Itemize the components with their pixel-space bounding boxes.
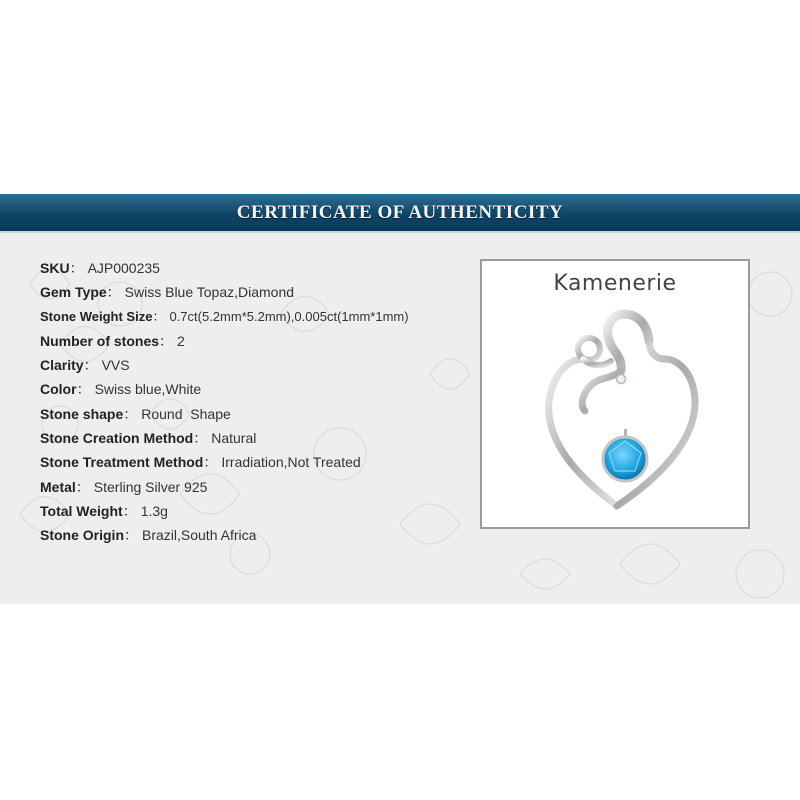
spec-value: Swiss Blue Topaz,Diamond [124, 284, 295, 301]
spec-label: Gem Type [40, 284, 107, 301]
spec-value: Sterling Silver 925 [93, 478, 208, 495]
spec-label: Stone Creation Method [40, 430, 194, 447]
spec-row-stone-origin: Stone Origin： Brazil,South Africa [40, 527, 257, 544]
spec-list [40, 256, 460, 548]
spec-row-clarity: Clarity： VVS [40, 357, 130, 374]
spec-label: SKU [40, 260, 70, 276]
spec-row-number-of-stones: Number of stones： 2 [40, 332, 185, 349]
spec-label: Total Weight [40, 502, 123, 519]
spec-label: Stone Weight Size [40, 308, 153, 324]
spec-label: Stone Treatment Method [40, 454, 204, 471]
spec-row-stone-treatment-method: Stone Treatment Method： Irradiation,Not Treated [40, 454, 361, 471]
spec-row-stone-shape: Stone shape： Round Shape [40, 405, 231, 422]
spec-row-sku: SKU： AJP000235 [40, 260, 160, 276]
product-image-frame [480, 259, 750, 529]
spec-row-total-weight: Total Weight： 1.3g [40, 502, 168, 519]
spec-value: Natural [211, 430, 257, 447]
heart-pendant-icon [537, 301, 707, 521]
spec-label: Clarity [40, 357, 84, 374]
spec-value: VVS [101, 357, 130, 374]
certificate-title: CERTIFICATE OF AUTHENTICITY [236, 201, 564, 223]
spec-row-stone-weight-size: Stone Weight Size： 0.7ct(5.2mm*5.2mm),0.005ct(1mm*1mm) [40, 308, 409, 324]
certificate-band [0, 194, 800, 604]
spec-row-gem-type: Gem Type： Swiss Blue Topaz,Diamond [40, 284, 295, 301]
spec-label: Stone shape [40, 405, 124, 422]
spec-value: 1.3g [140, 502, 168, 519]
spec-row-stone-creation-method: Stone Creation Method： Natural [40, 430, 257, 447]
spec-value: 0.7ct(5.2mm*5.2mm),0.005ct(1mm*1mm) [169, 308, 409, 324]
brand-name: Kamenerie [553, 271, 677, 296]
spec-value: AJP000235 [87, 260, 160, 276]
certificate-header [0, 194, 800, 233]
spec-value: Brazil,South Africa [142, 527, 257, 544]
spec-row-metal: Metal： Sterling Silver 925 [40, 478, 208, 495]
spec-value: Swiss blue,White [94, 381, 202, 398]
spec-label: Number of stones [40, 332, 160, 349]
spec-label: Metal [40, 478, 76, 495]
spec-value: Irradiation,Not Treated [221, 454, 361, 471]
spec-value: Round Shape [141, 405, 231, 422]
spec-value: 2 [177, 332, 185, 349]
spec-label: Stone Origin [40, 527, 124, 544]
spec-row-color: Color： Swiss blue,White [40, 381, 202, 398]
spec-label: Color [40, 381, 77, 398]
